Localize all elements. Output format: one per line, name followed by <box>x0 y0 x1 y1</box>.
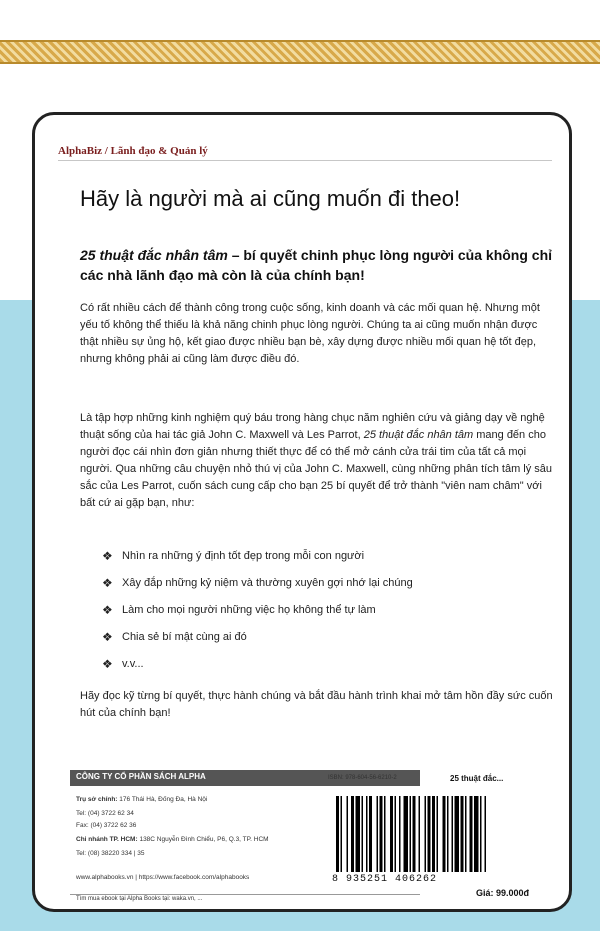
paragraph-2-part2: mang đến cho người đọc cái nhìn đơn giản nhưng thiết thực để có thể mở cánh cửa trái tim của tất cả mọi người. Qua những câu chuyện nhỏ thú vị của John C. Maxwell, cùng những phân tích tâm lý sâu sắc của Les Parrot, cuốn sách cung cấp cho bạn 25 bí quyết để trở thành "viên nam châm" với bất cứ ai gặp bạn, như: <box>80 429 553 509</box>
branch-address <box>76 836 269 843</box>
branch-tel: Tel: (08) 38220 334 | 35 <box>76 850 145 857</box>
headline: Hãy là người mà ai cũng muốn đi theo! <box>80 186 461 211</box>
list-item <box>100 575 550 602</box>
tagline-book-title: 25 thuật đắc nhân tâm <box>80 247 228 263</box>
list-item-text: Chia sẻ bí mật cùng ai đó <box>122 631 247 643</box>
list-item-text: Làm cho mọi người những việc họ không thể tự làm <box>122 604 376 616</box>
bullet-icon: ❖ <box>102 630 113 644</box>
ebook-bar <box>70 894 420 905</box>
list-item-text: Xây đắp những kỷ niệm và thường xuyên gợi nhớ lại chúng <box>122 577 413 589</box>
hq-fax: Fax: (04) 3722 62 36 <box>76 822 137 829</box>
tagline <box>80 245 560 285</box>
list-item <box>100 629 550 656</box>
bullet-icon: ❖ <box>102 549 113 563</box>
hq-tel: Tel: (04) 3722 62 34 <box>76 810 134 817</box>
bullet-icon: ❖ <box>102 657 113 671</box>
paragraph-2-book-title: 25 thuật đắc nhân tâm <box>363 429 474 441</box>
list-item <box>100 656 550 683</box>
list-item-text: Nhìn ra những ý định tốt đẹp trong mỗi con người <box>122 550 365 562</box>
list-item <box>100 602 550 629</box>
tagline-rest: – bí quyết chinh phục lòng người của không chỉ các nhà lãnh đạo mà còn là của chính bạn! <box>80 247 553 283</box>
publisher-footer <box>70 770 550 910</box>
paragraph-2-part1: Là tập hợp những kinh nghiệm quý báu trong hàng chục năm nghiên cứu và giảng dạy về nghệ thuật sống của hai tác giả John C. Maxwell và Les Parrot, <box>80 412 545 441</box>
barcode-number: 8 935251 406262 <box>332 874 438 885</box>
bullet-icon: ❖ <box>102 603 113 617</box>
decorative-gold-border <box>0 40 600 64</box>
bullet-icon: ❖ <box>102 576 113 590</box>
price: Giá: 99.000đ <box>476 888 530 898</box>
book-title-short: 25 thuật đắc... <box>450 774 504 783</box>
paragraph-3: Hãy đọc kỹ từng bí quyết, thực hành chúng và bắt đầu hành trình khai mở tâm hồn đầy sức cuốn hút của chính bạn! <box>80 690 553 719</box>
branch-label: Chi nhánh TP. HCM: <box>76 836 138 843</box>
series-category: AlphaBiz / Lãnh đạo & Quản lý <box>58 145 208 157</box>
isbn-text: ISBN: 978-604-56-6210-2 <box>328 775 397 781</box>
website-links: www.alphabooks.vn | https://www.facebook.com/alphabooks <box>76 874 250 881</box>
branch-addr-text: 138C Nguyễn Đình Chiểu, P6, Q.3, TP. HCM <box>139 836 269 843</box>
paragraph-2 <box>80 410 555 512</box>
barcode <box>330 794 560 874</box>
list-item <box>100 548 550 575</box>
list-item-text: v.v... <box>122 658 144 670</box>
hq-label: Trụ sở chính: <box>76 796 118 803</box>
hq-address <box>76 796 207 803</box>
divider-line <box>58 160 552 161</box>
publisher-name: CÔNG TY CỔ PHẦN SÁCH ALPHA <box>76 772 206 781</box>
ebook-text: Tìm mua ebook tại Alpha Books tại: waka.vn, ... <box>76 896 203 902</box>
paragraph-1: Có rất nhiều cách để thành công trong cuộc sống, kinh doanh và các mối quan hệ. Nhưng một yếu tố không thể thiếu là khả năng chinh phục lòng người. Chúng ta ai cũng muốn nhận được thật nhiều sự ủng hộ, kết giao được nhiều bạn bè, xây dựng được nhiều mối quan hệ tốt đẹp, nhưng không phải ai cũng làm được điều đó. <box>80 302 540 365</box>
hq-addr-text: 176 Thái Hà, Đống Đa, Hà Nội <box>119 796 208 803</box>
bullet-list <box>100 548 550 683</box>
